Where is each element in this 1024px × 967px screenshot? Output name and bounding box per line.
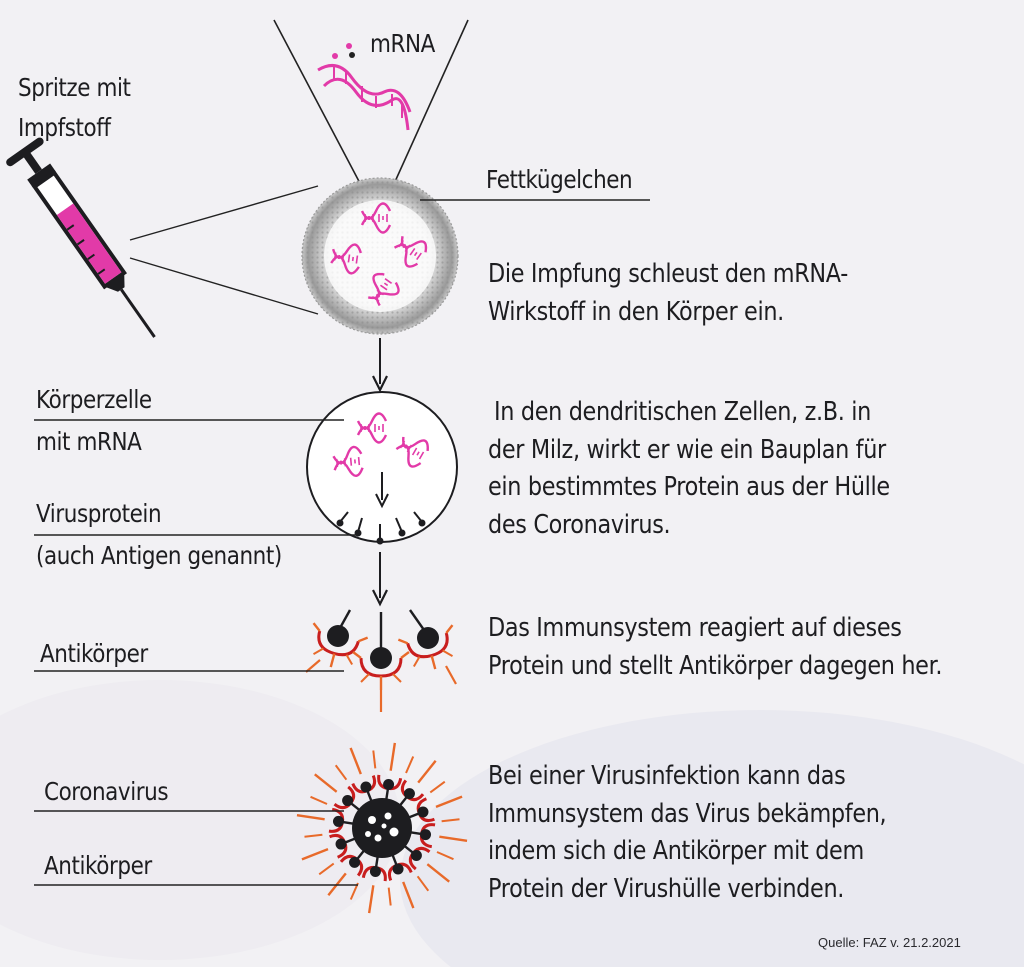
syringe-label-line1: Spritze mit — [18, 73, 131, 102]
cell-label-line2: mit mRNA — [36, 427, 142, 456]
source-credit: Quelle: FAZ v. 21.2.2021 — [818, 935, 961, 950]
fat-globule — [302, 178, 458, 334]
desc-line: Immunsystem das Virus bekämpfen, — [488, 798, 887, 829]
desc-line: Das Immunsystem reagiert auf dieses — [488, 613, 902, 643]
desc-line: Bei einer Virusinfektion kann das — [488, 761, 846, 791]
desc-line: Protein und stellt Antikörper dagegen her. — [488, 650, 943, 681]
desc-line: ein bestimmtes Protein aus der Hülle — [488, 472, 890, 502]
step1-description — [488, 256, 907, 331]
desc-line: In den dendritischen Zellen, z.B. in — [494, 397, 872, 427]
protein-label-line2: (auch Antigen genannt) — [36, 541, 282, 570]
desc-line: Wirkstoff in den Körper ein. — [488, 296, 784, 327]
desc-line: des Coronavirus. — [488, 509, 671, 540]
step4-description — [488, 758, 951, 908]
cell-label-line1: Körperzelle — [36, 385, 152, 414]
antibody2-label: Antikörper — [44, 851, 152, 880]
antibody-label: Antikörper — [40, 639, 148, 668]
desc-line: Protein der Virushülle verbinden. — [488, 873, 845, 904]
step3-description — [488, 610, 1016, 685]
step2-description — [488, 394, 955, 544]
coronavirus-label: Coronavirus — [44, 777, 169, 806]
body-cell — [307, 392, 457, 545]
desc-line: indem sich die Antikörper mit dem — [488, 836, 864, 866]
syringe-label-line2: Impfstoff — [18, 113, 111, 142]
fat-globule-label: Fettkügelchen — [486, 165, 633, 194]
mrna-label: mRNA — [370, 29, 435, 58]
desc-line: der Milz, wirkt er wie ein Bauplan für — [488, 434, 886, 465]
protein-label-line1: Virusprotein — [36, 499, 162, 528]
desc-line: Die Impfung schleust den mRNA- — [488, 259, 848, 289]
